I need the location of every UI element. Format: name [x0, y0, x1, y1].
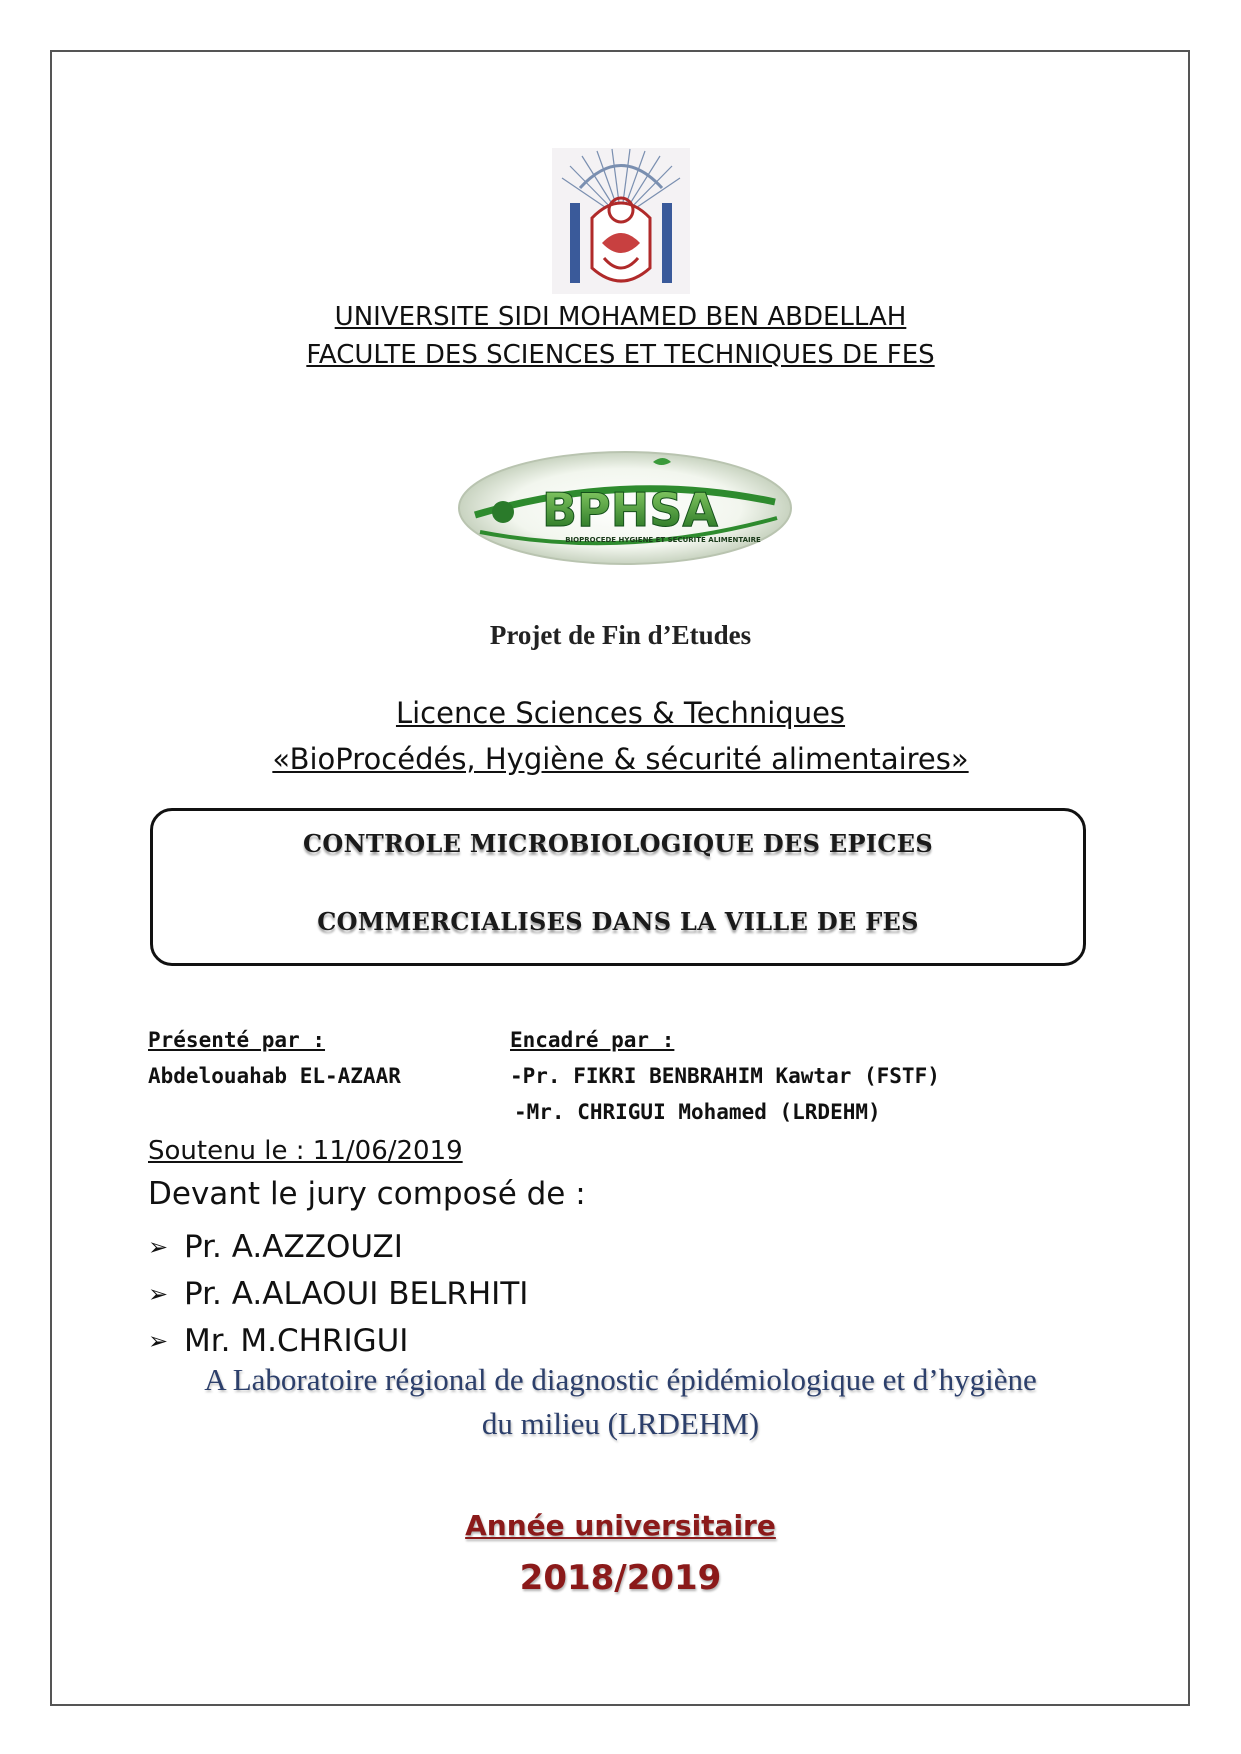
- supervisor-1: -Pr. FIKRI BENBRAHIM Kawtar (FSTF): [510, 1064, 940, 1088]
- jury-member: [148, 1271, 528, 1318]
- author-name: Abdelouahab EL-AZAAR: [148, 1064, 401, 1088]
- laboratory-block: [0, 1358, 1241, 1446]
- arrow-bullet-icon: ➢: [148, 1280, 169, 1308]
- university-header: [0, 298, 1241, 374]
- jury-list: [148, 1224, 528, 1365]
- thesis-title-line-2: COMMERCIALISES DANS LA VILLE DE FES: [317, 907, 919, 936]
- arrow-bullet-icon: ➢: [148, 1327, 169, 1355]
- presented-by-label: Présenté par :: [148, 1028, 326, 1052]
- academic-year-label: Année universitaire: [465, 1509, 776, 1542]
- university-name: UNIVERSITE SIDI MOHAMED BEN ABDELLAH: [334, 302, 907, 332]
- arrow-bullet-icon: ➢: [148, 1233, 169, 1261]
- jury-member-name: Mr. M.CHRIGUI: [184, 1323, 409, 1359]
- academic-year-block: [0, 1500, 1241, 1604]
- supervised-by-label: Encadré par :: [510, 1028, 675, 1052]
- bphsa-logo: [455, 440, 795, 570]
- jury-member-name: Pr. A.AZZOUZI: [184, 1229, 403, 1265]
- bphsa-logo-text: BPHSA: [541, 483, 719, 537]
- jury-member: [148, 1224, 528, 1271]
- degree-name: Licence Sciences & Techniques: [395, 696, 846, 730]
- jury-intro: Devant le jury composé de :: [148, 1176, 586, 1212]
- laboratory-line-2: du milieu (LRDEHM): [481, 1406, 760, 1441]
- program-name: «BioProcédés, Hygiène & sécurité alimentaires»: [272, 742, 969, 776]
- supervisor-2: -Mr. CHRIGUI Mohamed (LRDEHM): [514, 1100, 881, 1124]
- laboratory-line-1: A Laboratoire régional de diagnostic épidémiologique et d’hygiène: [204, 1362, 1037, 1397]
- defense-date: Soutenu le : 11/06/2019: [148, 1136, 463, 1166]
- academic-year-value: 2018/2019: [519, 1558, 722, 1598]
- university-crest-logo: [552, 148, 690, 294]
- thesis-title-box: [150, 808, 1086, 966]
- faculty-name: FACULTE DES SCIENCES ET TECHNIQUES DE FES: [306, 340, 935, 370]
- bphsa-logo-tagline: BIOPROCEDE HYGIENE ET SECURITE ALIMENTAIRE: [565, 536, 761, 544]
- thesis-title-line-1: CONTROLE MICROBIOLOGIQUE DES EPICES: [303, 829, 933, 858]
- project-type: Projet de Fin d’Etudes: [489, 620, 752, 650]
- degree-block: [0, 690, 1241, 782]
- jury-member-name: Pr. A.ALAOUI BELRHITI: [184, 1276, 529, 1312]
